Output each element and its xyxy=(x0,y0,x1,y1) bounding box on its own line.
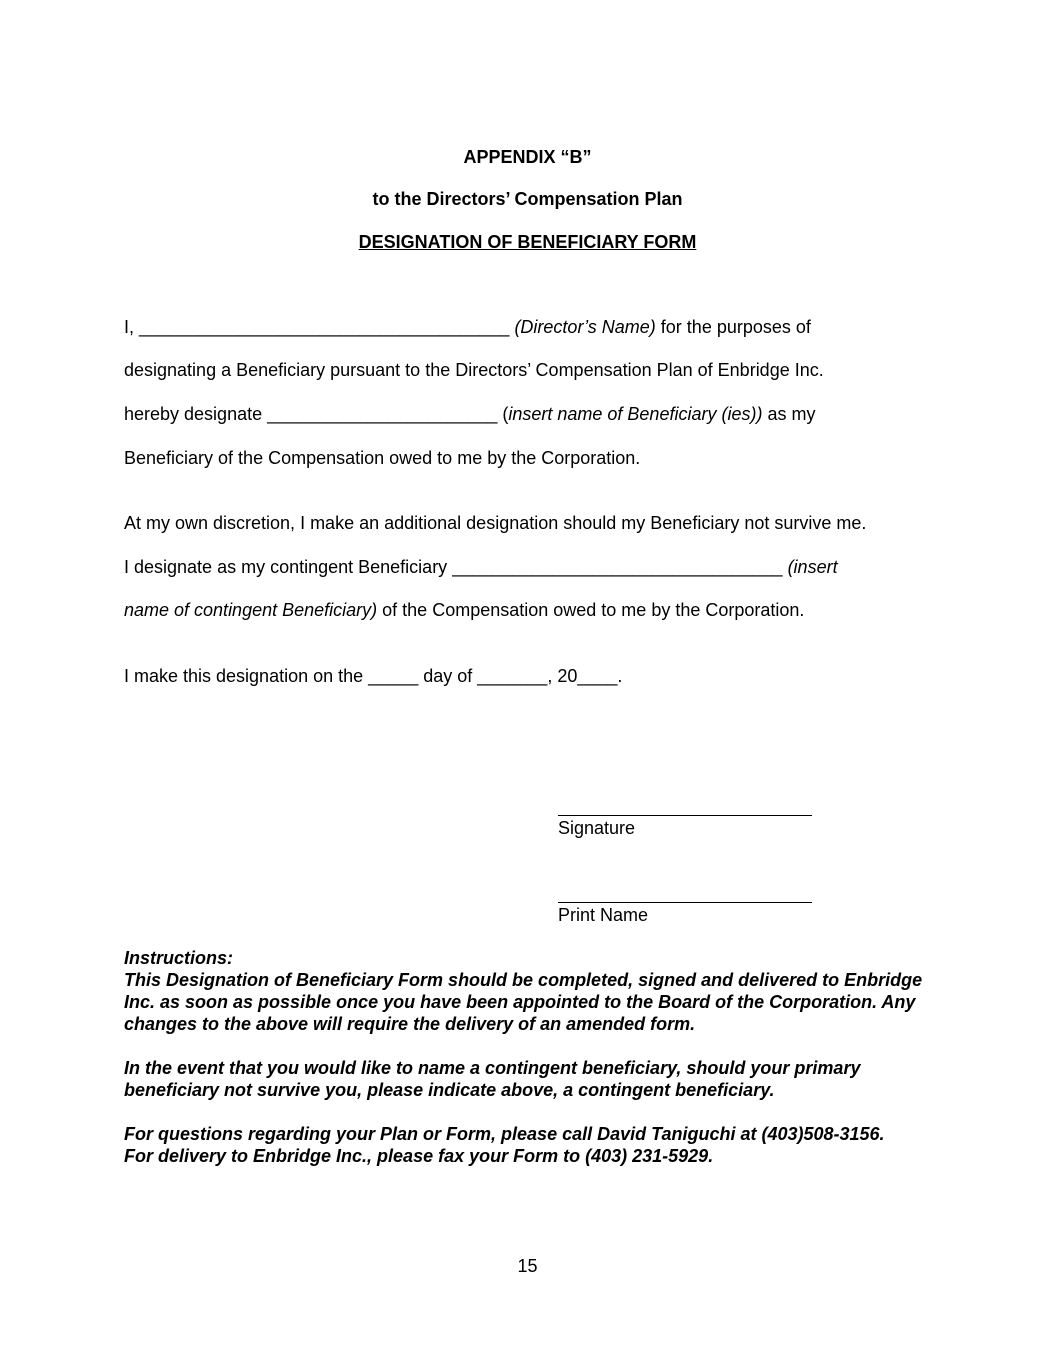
contingent-name-blank: _________________________________ xyxy=(452,557,783,577)
contingent-beneficiary-line xyxy=(124,557,838,578)
signature-rule xyxy=(558,815,812,816)
form-title xyxy=(0,232,1055,253)
director-name-blank: _____________________________________ xyxy=(139,317,510,337)
print-name-label: Print Name xyxy=(558,905,649,925)
contingent-hint-end: name of contingent Beneficiary) xyxy=(124,600,378,620)
beneficiary-suffix: as my xyxy=(762,404,816,424)
page-number: 15 xyxy=(517,1256,538,1276)
appendix-title: APPENDIX “B” xyxy=(463,147,592,167)
contingent-suffix: of the Compensation owed to me by the Corporation. xyxy=(377,600,805,620)
designation-date-line: I make this designation on the _____ day of _______, 20____. xyxy=(124,666,623,686)
instructions-fax-line: For delivery to Enbridge Inc., please fax your Form to (403) 231-5929. xyxy=(124,1146,714,1166)
contingent-compensation-line xyxy=(124,600,804,621)
plan-subtitle: to the Directors’ Compensation Plan xyxy=(372,189,683,209)
beneficiary-hint: insert name of Beneficiary (ies)) xyxy=(508,404,763,424)
instructions-block xyxy=(124,947,944,1167)
designation-purpose-line: designating a Beneficiary pursuant to the Directors’ Compensation Plan of Enbridge Inc. xyxy=(124,360,824,380)
beneficiary-line xyxy=(124,404,815,425)
beneficiary-name-blank: _______________________ xyxy=(267,404,498,424)
director-line-suffix: for the purposes of xyxy=(655,317,811,337)
compensation-line: Beneficiary of the Compensation owed to me by the Corporation. xyxy=(124,448,641,468)
instructions-heading: Instructions: xyxy=(124,948,234,968)
director-name-line xyxy=(124,317,811,338)
print-name-rule xyxy=(558,902,812,903)
form-title-text: DESIGNATION OF BENEFICIARY FORM xyxy=(358,232,697,252)
director-name-hint: (Director’s Name) xyxy=(514,317,656,337)
instructions-paragraph-1: This Designation of Beneficiary Form should be completed, signed and delivered to Enbridge Inc. as soon as possible once you have been appointed to the Board of the Corporation. Any changes to the above will require the delivery of an amended form. xyxy=(124,970,923,1034)
additional-designation-line: At my own discretion, I make an additional designation should my Beneficiary not survive me. xyxy=(124,513,867,533)
contingent-hint-start: (insert xyxy=(787,557,838,577)
beneficiary-prefix: hereby designate xyxy=(124,404,268,424)
contingent-prefix: I designate as my contingent Beneficiary xyxy=(124,557,453,577)
instructions-contact-line: For questions regarding your Plan or Form, please call David Taniguchi at (403)508-3156. xyxy=(124,1124,885,1144)
instructions-paragraph-2: In the event that you would like to name a contingent beneficiary, should your primary beneficiary not survive you, please indicate above, a contingent beneficiary. xyxy=(124,1058,861,1100)
director-prefix: I, xyxy=(124,317,140,337)
signature-label: Signature xyxy=(558,818,636,838)
beneficiary-paren: ( xyxy=(497,404,509,424)
